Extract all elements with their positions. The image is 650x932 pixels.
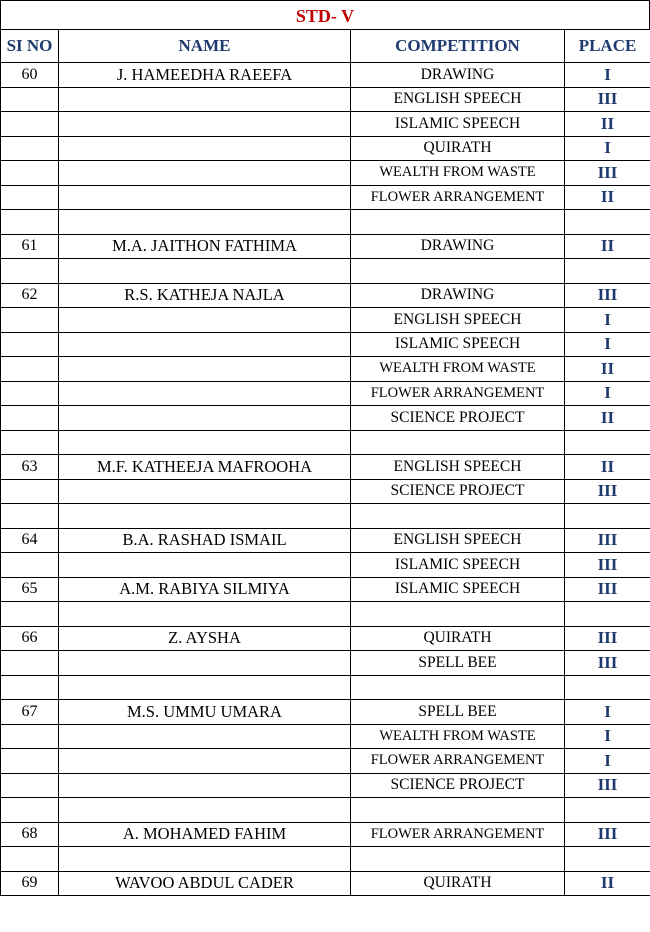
place-cell: II [565,455,650,480]
competition-cell: SCIENCE PROJECT [351,773,565,798]
table-row [1,651,650,676]
competition-cell: ISLAMIC SPEECH [351,332,565,357]
competition-cell [351,430,565,455]
place-cell: III [565,528,650,553]
place-cell: I [565,136,650,161]
table-row [1,822,650,847]
table-row [1,185,650,210]
competition-cell [351,847,565,872]
sino-cell [1,112,59,137]
table-row [1,871,650,896]
place-cell: I [565,332,650,357]
sino-cell: 66 [1,626,59,651]
sino-cell [1,308,59,333]
competition-cell: SPELL BEE [351,651,565,676]
sino-cell [1,553,59,578]
table-row [1,381,650,406]
sino-cell [1,773,59,798]
table-row [1,112,650,137]
results-table [0,29,650,896]
sino-cell [1,749,59,774]
name-cell [59,504,351,529]
name-cell [59,651,351,676]
name-cell [59,357,351,382]
table-row [1,553,650,578]
results-body [1,63,650,896]
name-cell: WAVOO ABDUL CADER [59,871,351,896]
competition-cell: DRAWING [351,283,565,308]
place-cell: II [565,234,650,259]
competition-cell: SCIENCE PROJECT [351,406,565,431]
competition-cell: WEALTH FROM WASTE [351,357,565,382]
name-cell [59,553,351,578]
sino-cell [1,602,59,627]
name-cell [59,675,351,700]
sino-cell [1,357,59,382]
place-cell: III [565,773,650,798]
name-cell [59,847,351,872]
competition-cell: FLOWER ARRANGEMENT [351,185,565,210]
sino-cell: 60 [1,63,59,88]
competition-cell: ENGLISH SPEECH [351,455,565,480]
competition-cell: QUIRATH [351,871,565,896]
name-cell [59,602,351,627]
competition-cell: ENGLISH SPEECH [351,528,565,553]
place-cell: I [565,724,650,749]
table-row [1,87,650,112]
name-cell: M.S. UMMU UMARA [59,700,351,725]
name-cell [59,308,351,333]
name-cell: A.M. RABIYA SILMIYA [59,577,351,602]
table-row [1,63,650,88]
sino-cell [1,87,59,112]
competition-cell: QUIRATH [351,626,565,651]
place-cell: II [565,357,650,382]
place-cell: III [565,626,650,651]
sino-cell [1,675,59,700]
place-cell [565,210,650,235]
place-cell: II [565,406,650,431]
table-row [1,577,650,602]
sino-cell [1,210,59,235]
sino-cell [1,381,59,406]
place-cell: I [565,308,650,333]
place-cell [565,798,650,823]
table-row [1,430,650,455]
place-cell: III [565,651,650,676]
name-cell [59,259,351,284]
sino-cell [1,430,59,455]
competition-cell: FLOWER ARRANGEMENT [351,749,565,774]
competition-cell: ISLAMIC SPEECH [351,112,565,137]
table-row [1,283,650,308]
place-cell: III [565,822,650,847]
competition-cell [351,675,565,700]
place-cell [565,430,650,455]
competition-cell: QUIRATH [351,136,565,161]
place-cell [565,504,650,529]
name-cell [59,479,351,504]
sino-cell: 61 [1,234,59,259]
table-row [1,700,650,725]
name-cell [59,185,351,210]
competition-cell [351,504,565,529]
competition-cell: ENGLISH SPEECH [351,87,565,112]
name-cell: M.F. KATHEEJA MAFROOHA [59,455,351,480]
name-cell [59,798,351,823]
table-row [1,308,650,333]
sino-cell: 67 [1,700,59,725]
sino-cell: 69 [1,871,59,896]
competition-cell [351,210,565,235]
name-cell [59,724,351,749]
sino-cell: 63 [1,455,59,480]
name-cell [59,406,351,431]
competition-cell: DRAWING [351,234,565,259]
place-cell: III [565,577,650,602]
name-cell [59,430,351,455]
table-row [1,773,650,798]
name-cell: A. MOHAMED FAHIM [59,822,351,847]
name-cell [59,749,351,774]
place-cell: II [565,871,650,896]
competition-cell: ENGLISH SPEECH [351,308,565,333]
sino-cell [1,479,59,504]
table-row [1,504,650,529]
place-cell: III [565,161,650,186]
table-row [1,528,650,553]
competition-cell [351,798,565,823]
name-cell: Z. AYSHA [59,626,351,651]
place-cell: III [565,553,650,578]
place-cell: II [565,112,650,137]
sino-cell [1,185,59,210]
place-cell: II [565,185,650,210]
header-sino: SI NO [1,30,59,63]
table-row [1,798,650,823]
table-row [1,479,650,504]
table-row [1,259,650,284]
table-row [1,332,650,357]
table-row [1,602,650,627]
place-cell: I [565,381,650,406]
place-cell: I [565,63,650,88]
name-cell: B.A. RASHAD ISMAIL [59,528,351,553]
name-cell: J. HAMEEDHA RAEEFA [59,63,351,88]
place-cell [565,675,650,700]
sino-cell [1,798,59,823]
competition-cell: FLOWER ARRANGEMENT [351,381,565,406]
name-cell [59,136,351,161]
sino-cell [1,332,59,357]
sino-cell: 62 [1,283,59,308]
place-cell [565,602,650,627]
competition-cell [351,259,565,284]
sino-cell [1,406,59,431]
name-cell [59,210,351,235]
sino-cell [1,161,59,186]
table-row [1,724,650,749]
header-place: PLACE [565,30,650,63]
competition-cell: ISLAMIC SPEECH [351,553,565,578]
sino-cell [1,724,59,749]
header-name: NAME [59,30,351,63]
table-row [1,455,650,480]
sino-cell [1,259,59,284]
name-cell [59,381,351,406]
place-cell: III [565,283,650,308]
competition-cell [351,602,565,627]
table-row [1,161,650,186]
sino-cell: 64 [1,528,59,553]
table-row [1,357,650,382]
sino-cell [1,504,59,529]
table-row [1,749,650,774]
table-row [1,136,650,161]
sheet-title: STD- V [0,0,650,29]
header-row [1,30,650,63]
competition-cell: SPELL BEE [351,700,565,725]
name-cell [59,161,351,186]
place-cell: I [565,749,650,774]
competition-cell: WEALTH FROM WASTE [351,161,565,186]
competition-cell: SCIENCE PROJECT [351,479,565,504]
table-row [1,675,650,700]
competition-cell: WEALTH FROM WASTE [351,724,565,749]
competition-cell: FLOWER ARRANGEMENT [351,822,565,847]
table-row [1,210,650,235]
sino-cell: 65 [1,577,59,602]
name-cell: R.S. KATHEJA NAJLA [59,283,351,308]
name-cell [59,112,351,137]
name-cell: M.A. JAITHON FATHIMA [59,234,351,259]
table-row [1,406,650,431]
table-row [1,847,650,872]
place-cell [565,259,650,284]
table-row [1,626,650,651]
place-cell: I [565,700,650,725]
place-cell: III [565,87,650,112]
sino-cell [1,136,59,161]
table-row [1,234,650,259]
place-cell [565,847,650,872]
header-competition: COMPETITION [351,30,565,63]
sino-cell: 68 [1,822,59,847]
name-cell [59,332,351,357]
name-cell [59,773,351,798]
competition-cell: DRAWING [351,63,565,88]
sino-cell [1,847,59,872]
place-cell: III [565,479,650,504]
name-cell [59,87,351,112]
competition-cell: ISLAMIC SPEECH [351,577,565,602]
sino-cell [1,651,59,676]
